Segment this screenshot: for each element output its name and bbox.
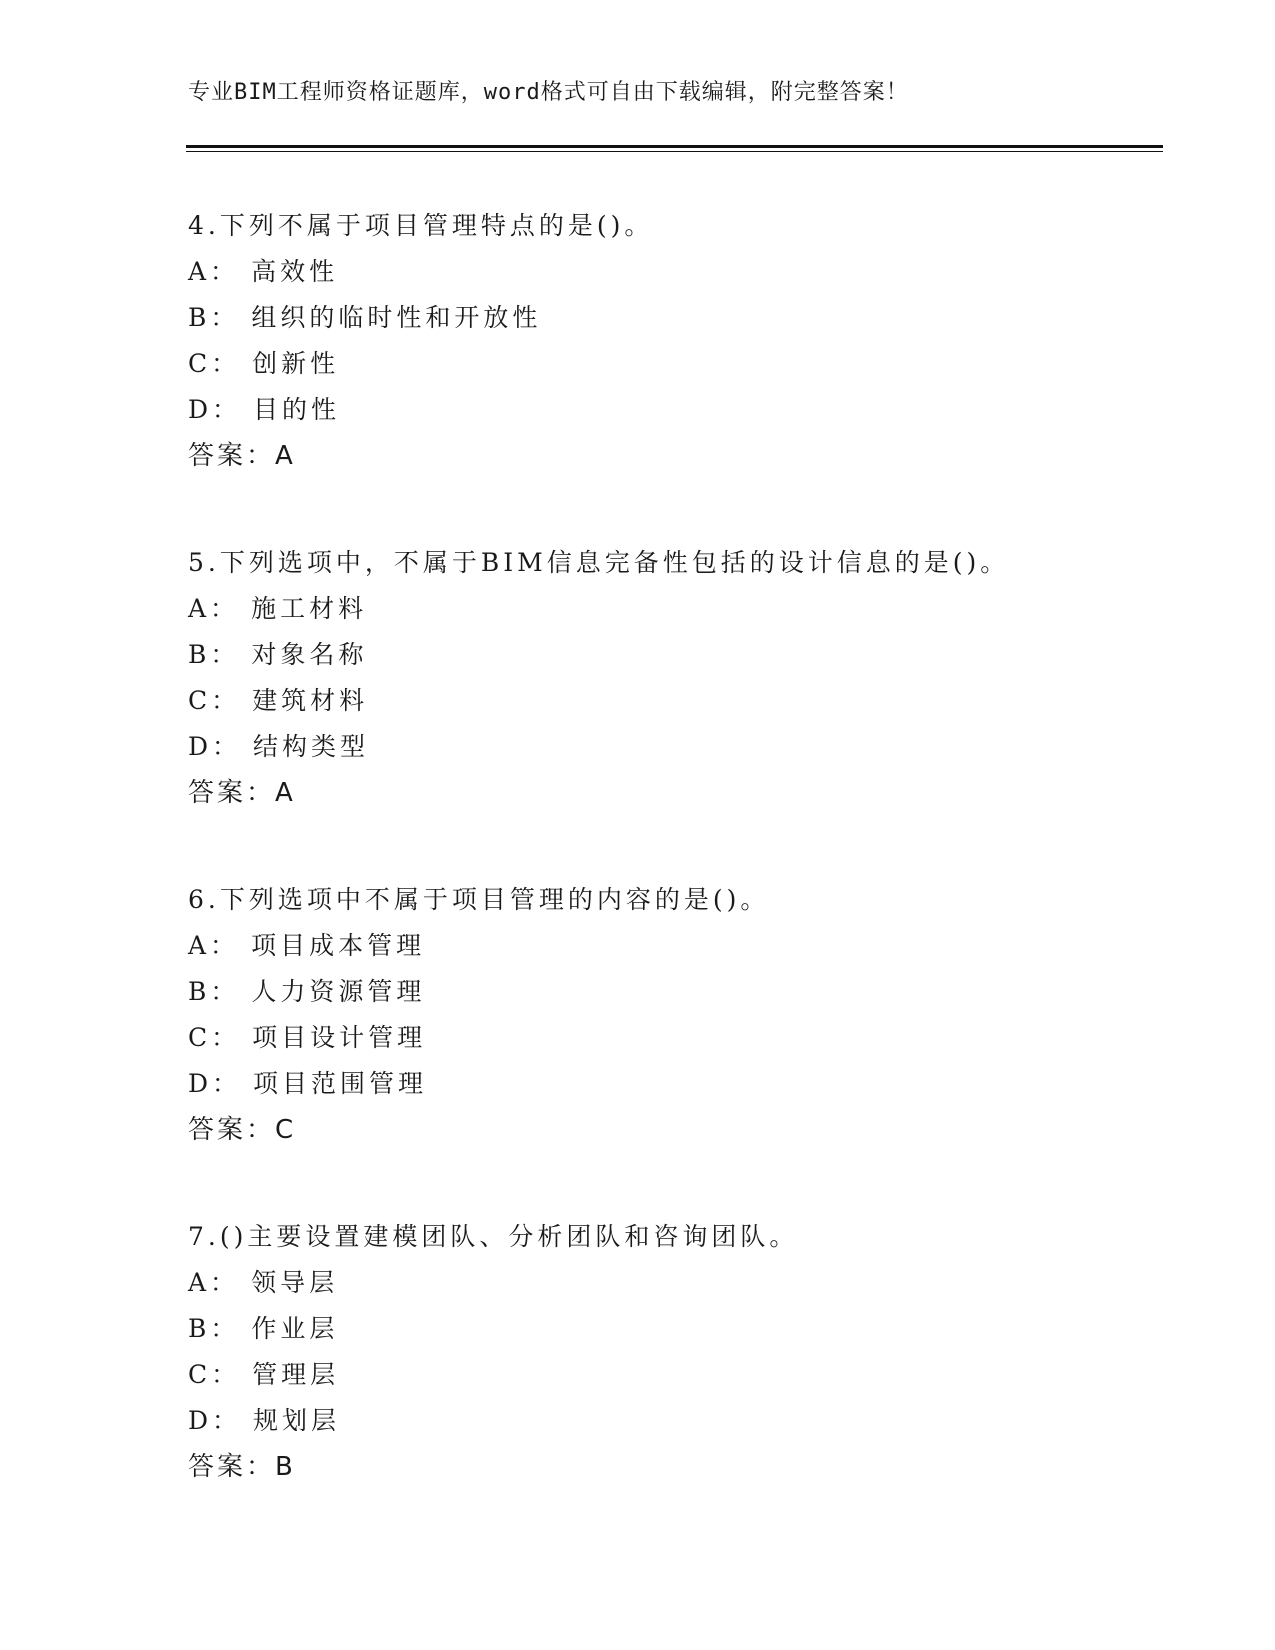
- option-text: 创新性: [252, 349, 340, 378]
- option-key: D：: [188, 1406, 242, 1435]
- option-text: 对象名称: [251, 640, 368, 669]
- option-a: [188, 249, 1168, 295]
- option-text: 组织的临时性和开放性: [251, 303, 542, 332]
- option-key: A：: [188, 931, 240, 960]
- question-stem: 4.下列不属于项目管理特点的是()。: [188, 211, 654, 240]
- answer-line: 答案：B: [188, 1452, 296, 1482]
- option-c: [188, 1352, 1168, 1398]
- answer-line: 答案：A: [188, 778, 296, 808]
- option-text: 施工材料: [251, 594, 368, 623]
- option-key: A：: [188, 594, 240, 623]
- option-b: [188, 295, 1168, 341]
- option-c: [188, 341, 1168, 387]
- question-stem: 5.下列选项中，不属于BIM信息完备性包括的设计信息的是()。: [188, 548, 1010, 577]
- option-b: [188, 632, 1168, 678]
- option-text: 项目设计管理: [252, 1023, 427, 1052]
- option-key: A：: [188, 1268, 240, 1297]
- option-key: B：: [188, 303, 240, 332]
- option-d: [188, 1398, 1168, 1444]
- option-text: 人力资源管理: [251, 977, 426, 1006]
- question-4: [188, 203, 1168, 479]
- option-key: C：: [188, 349, 241, 378]
- option-b: [188, 1306, 1168, 1352]
- answer-line: 答案：C: [188, 1115, 297, 1145]
- option-d: [188, 1061, 1168, 1107]
- option-text: 项目范围管理: [253, 1069, 428, 1098]
- question-6: [188, 877, 1168, 1153]
- question-5: [188, 540, 1168, 816]
- option-a: [188, 586, 1168, 632]
- option-key: C：: [188, 1023, 241, 1052]
- option-text: 规划层: [253, 1406, 341, 1435]
- option-a: [188, 1260, 1168, 1306]
- page-header: 专业BIM工程师资格证题库，word格式可自由下载编辑，附完整答案！: [188, 80, 909, 105]
- option-key: D：: [188, 395, 242, 424]
- option-d: [188, 387, 1168, 433]
- header-divider-thick: [186, 145, 1163, 148]
- option-text: 结构类型: [253, 732, 370, 761]
- option-a: [188, 923, 1168, 969]
- option-text: 目的性: [253, 395, 341, 424]
- question-7: [188, 1214, 1168, 1490]
- option-d: [188, 724, 1168, 770]
- option-text: 作业层: [251, 1314, 339, 1343]
- option-text: 领导层: [251, 1268, 339, 1297]
- question-stem: 6.下列选项中不属于项目管理的内容的是()。: [188, 885, 770, 914]
- option-b: [188, 969, 1168, 1015]
- option-text: 高效性: [251, 257, 339, 286]
- option-key: C：: [188, 1360, 241, 1389]
- option-key: C：: [188, 686, 241, 715]
- question-stem: 7.()主要设置建模团队、分析团队和咨询团队。: [188, 1222, 799, 1251]
- question-list: [188, 203, 1168, 1490]
- option-key: D：: [188, 1069, 242, 1098]
- option-c: [188, 1015, 1168, 1061]
- option-key: B：: [188, 1314, 240, 1343]
- option-c: [188, 678, 1168, 724]
- option-key: A：: [188, 257, 240, 286]
- header-divider-thin: [186, 151, 1163, 152]
- option-text: 管理层: [252, 1360, 340, 1389]
- option-key: B：: [188, 977, 240, 1006]
- option-key: D：: [188, 732, 242, 761]
- answer-line: 答案：A: [188, 441, 296, 471]
- option-text: 项目成本管理: [251, 931, 426, 960]
- option-text: 建筑材料: [252, 686, 369, 715]
- option-key: B：: [188, 640, 240, 669]
